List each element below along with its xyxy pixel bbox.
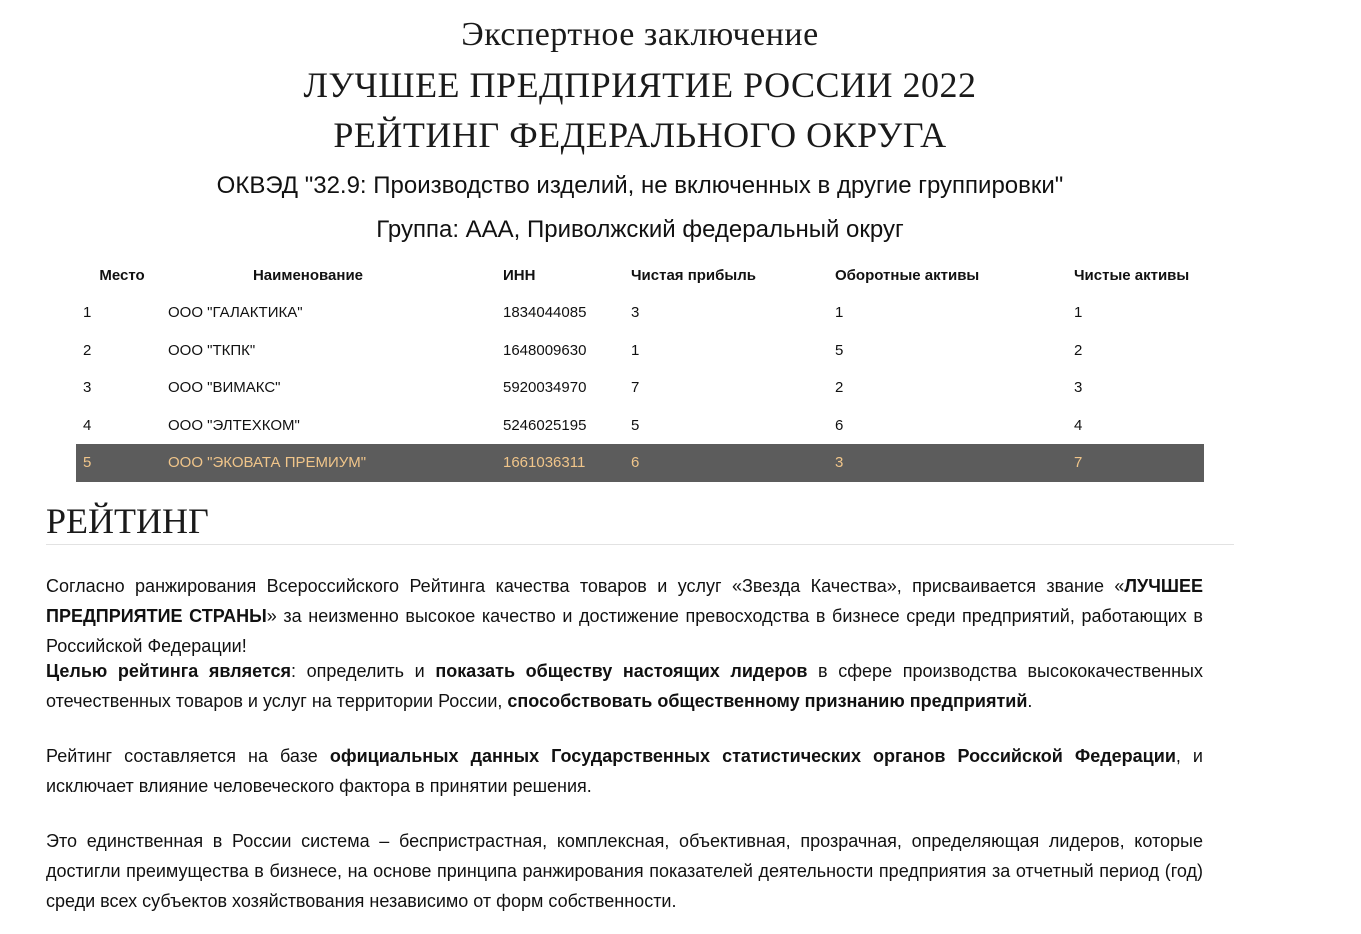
paragraph-system: Это единственная в России система – беспристрастная, комплексная, объективная, прозрачная, определяющая лидеров, которые достигли преимущества в бизнесе, на основе принципа ранжирования показателей деятельности предприятия за отчетный период (год) среди всех субъектов хозяйствования независимо от форм собственности. xyxy=(46,831,1203,911)
table-row xyxy=(76,369,1204,407)
rating-table xyxy=(76,256,1204,482)
okved-subtitle: ОКВЭД "32.9: Производство изделий, не включенных в другие группировки" xyxy=(216,172,1064,199)
col-header-current-assets: Оборотные активы xyxy=(835,266,980,284)
cell-inn: 1834044085 xyxy=(503,304,587,322)
cell-inn: 1661036311 xyxy=(503,454,586,472)
p1-bold-title: ЛУЧШЕЕ ПРЕДПРИЯТИЕ СТРАНЫ xyxy=(46,576,1203,626)
cell-inn: 5246025195 xyxy=(503,416,587,434)
cell-current-assets: 2 xyxy=(835,379,844,397)
cell-name: ООО "ГАЛАКТИКА" xyxy=(168,304,303,322)
paragraph-basis xyxy=(46,741,1203,801)
col-header-profit: Чистая прибыль xyxy=(631,266,756,284)
cell-inn: 1648009630 xyxy=(503,341,587,359)
p3-text-a: Рейтинг составляется на базе xyxy=(46,746,330,766)
divider xyxy=(46,544,1234,545)
cell-place: 3 xyxy=(83,379,92,397)
col-header-inn: ИНН xyxy=(503,266,536,284)
table-row xyxy=(76,332,1204,370)
p1-text-a: Согласно ранжирования Всероссийского Рейтинга качества товаров и услуг «Звезда Качества», присваивается звание « xyxy=(46,576,1125,596)
cell-profit: 6 xyxy=(631,454,640,472)
cell-place: 4 xyxy=(83,416,92,434)
table-header-row xyxy=(76,256,1204,294)
paragraph-award xyxy=(46,571,1203,661)
p2-bold-a: Целью рейтинга является xyxy=(46,661,291,681)
cell-profit: 1 xyxy=(631,341,640,359)
p3-text-c: , и исключает влияние человеческого фактора в принятии решения. xyxy=(46,746,1203,796)
group-subtitle: Группа: ААА, Приволжский федеральный округ xyxy=(376,216,904,243)
cell-net-assets: 3 xyxy=(1074,379,1083,397)
p2-text-d: в сфере производства высококачественных отечественных товаров и услуг на территории России, xyxy=(46,661,1203,711)
doc-title: Экспертное заключение xyxy=(461,16,819,53)
cell-profit: 5 xyxy=(631,416,640,434)
cell-profit: 3 xyxy=(631,304,640,322)
p2-text-b: : определить и xyxy=(290,661,436,681)
cell-current-assets: 1 xyxy=(835,304,844,322)
award-title: ЛУЧШЕЕ ПРЕДПРИЯТИЕ РОССИИ 2022 xyxy=(303,65,977,105)
col-header-place: Место xyxy=(99,266,145,284)
cell-net-assets: 1 xyxy=(1074,304,1083,322)
p2-bold-c: показать обществу настоящих лидеров xyxy=(435,661,808,681)
table-row xyxy=(76,294,1204,332)
p3-bold-b: официальных данных Государственных статистических органов Российской Федерации xyxy=(329,746,1176,766)
cell-name: ООО "ВИМАКС" xyxy=(168,379,281,397)
cell-net-assets: 7 xyxy=(1074,454,1083,472)
p1-text-c: » за неизменно высокое качество и достижение превосходства в бизнесе среди предприятий, работающих в Российской Федерации! xyxy=(46,606,1203,656)
col-header-net-assets: Чистые активы xyxy=(1074,266,1190,284)
section-heading: РЕЙТИНГ xyxy=(46,501,209,541)
cell-name: ООО "ЭКОВАТА ПРЕМИУМ" xyxy=(168,454,367,472)
cell-net-assets: 4 xyxy=(1074,416,1083,434)
table-row xyxy=(76,444,1204,482)
p2-bold-e: способствовать общественному признанию предприятий xyxy=(507,691,1028,711)
cell-current-assets: 5 xyxy=(835,341,844,359)
cell-name: ООО "ЭЛТЕХКОМ" xyxy=(168,416,300,434)
col-header-name: Наименование xyxy=(252,266,364,284)
cell-place: 2 xyxy=(83,341,92,359)
cell-net-assets: 2 xyxy=(1074,341,1083,359)
table-row xyxy=(76,407,1204,445)
rating-title: РЕЙТИНГ ФЕДЕРАЛЬНОГО ОКРУГА xyxy=(333,115,947,155)
p2-text-f: . xyxy=(1027,691,1033,711)
cell-inn: 5920034970 xyxy=(503,379,587,397)
cell-place: 1 xyxy=(83,304,92,322)
cell-current-assets: 3 xyxy=(835,454,844,472)
cell-place: 5 xyxy=(83,454,92,472)
cell-current-assets: 6 xyxy=(835,416,844,434)
paragraph-goal xyxy=(46,656,1203,716)
cell-name: ООО "ТКПК" xyxy=(168,341,256,359)
cell-profit: 7 xyxy=(631,379,640,397)
